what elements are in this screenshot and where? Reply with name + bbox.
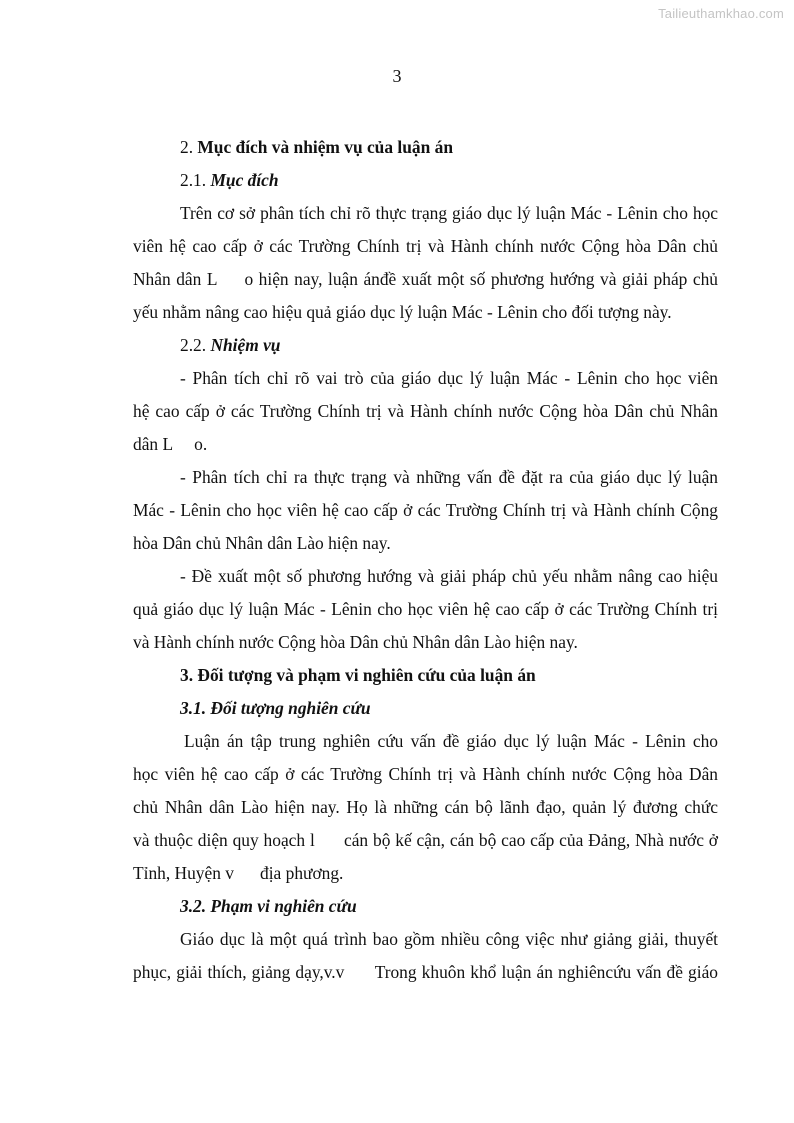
section-2-2-number: 2.2.: [180, 335, 211, 355]
text-line: chủ Nhân dân Lào hiện nay. Họ là những cán bộ lãnh đạo, quản lý đương chức: [133, 797, 718, 817]
text-line: - Đề xuất một số phương hướng và giải pháp chủ yếu nhằm nâng cao hiệu: [180, 566, 718, 586]
section-2-2-heading: [133, 329, 718, 362]
section-2-1-title: Mục đích: [210, 170, 279, 190]
text-line: - Phân tích chỉ rõ vai trò của giáo dục lý luận Mác - Lênin cho học viên: [180, 368, 718, 388]
text-line: viên hệ cao cấp ở các Trường Chính trị và Hành chính nước Cộng hòa Dân chủ: [133, 236, 718, 256]
text-line: phục, giải thích, giảng dạy,v.v Trong khuôn khổ luận án nghiêncứu vấn đề giáo: [133, 962, 718, 982]
text-line: và thuộc diện quy hoạch l cán bộ kế cận, cán bộ cao cấp của Đảng, Nhà nước ở: [133, 830, 718, 850]
task-2-paragraph: [133, 461, 718, 560]
text-line: học viên hệ cao cấp ở các Trường Chính trị và Hành chính nước Cộng hòa Dân: [133, 764, 718, 784]
text-line: và Hành chính nước Cộng hòa Dân chủ Nhân dân Lào hiện nay.: [133, 632, 578, 652]
research-object-paragraph: [133, 725, 718, 890]
section-2-1-number: 2.1.: [180, 170, 211, 190]
text-line: Tỉnh, Huyện v địa phương.: [133, 863, 344, 883]
research-scope-paragraph: [133, 923, 718, 989]
task-1-paragraph: [133, 362, 718, 461]
section-3-1-heading: 3.1. Đối tượng nghiên cứu: [180, 698, 371, 718]
section-2-2-title: Nhiệm vụ: [210, 335, 281, 355]
purpose-paragraph: [133, 197, 718, 329]
text-line: hòa Dân chủ Nhân dân Lào hiện nay.: [133, 533, 391, 553]
section-2-1-heading: [133, 164, 718, 197]
text-line: dân L o.: [133, 434, 208, 454]
section-3-heading: 3. Đối tượng và phạm vi nghiên cứu của luận án: [180, 665, 536, 685]
text-line: - Phân tích chỉ ra thực trạng và những vấn đề đặt ra của giáo dục lý luận: [180, 467, 718, 487]
section-2-heading-text: Mục đích và nhiệm vụ của luận án: [197, 137, 453, 157]
task-3-paragraph: [133, 560, 718, 659]
watermark: Tailieuthamkhao.com: [658, 6, 784, 21]
page-number: 3: [392, 66, 402, 86]
text-line: yếu nhằm nâng cao hiệu quả giáo dục lý luận Mác - Lênin cho đối tượng này.: [133, 302, 672, 322]
text-line: Nhân dân L o hiện nay, luận ánđề xuất một số phương hướng và giải pháp chủ: [133, 269, 718, 289]
text-line: Luận án tập trung nghiên cứu vấn đề giáo dục lý luận Mác - Lênin cho: [184, 731, 718, 751]
section-2-heading-number: 2.: [180, 137, 198, 157]
document-body: [133, 131, 718, 989]
text-line: Giáo dục là một quá trình bao gồm nhiều công việc như giảng giải, thuyết: [180, 929, 718, 949]
text-line: hệ cao cấp ở các Trường Chính trị và Hành chính nước Cộng hòa Dân chủ Nhân: [133, 401, 718, 421]
text-line: quả giáo dục lý luận Mác - Lênin cho học viên hệ cao cấp ở các Trường Chính trị: [133, 599, 718, 619]
text-line: Mác - Lênin cho học viên hệ cao cấp ở các Trường Chính trị và Hành chính Cộng: [133, 500, 718, 520]
text-line: Trên cơ sở phân tích chỉ rõ thực trạng giáo dục lý luận Mác - Lênin cho học: [180, 203, 718, 223]
section-2-heading: [133, 131, 718, 164]
section-3-2-heading: 3.2. Phạm vi nghiên cứu: [180, 896, 357, 916]
